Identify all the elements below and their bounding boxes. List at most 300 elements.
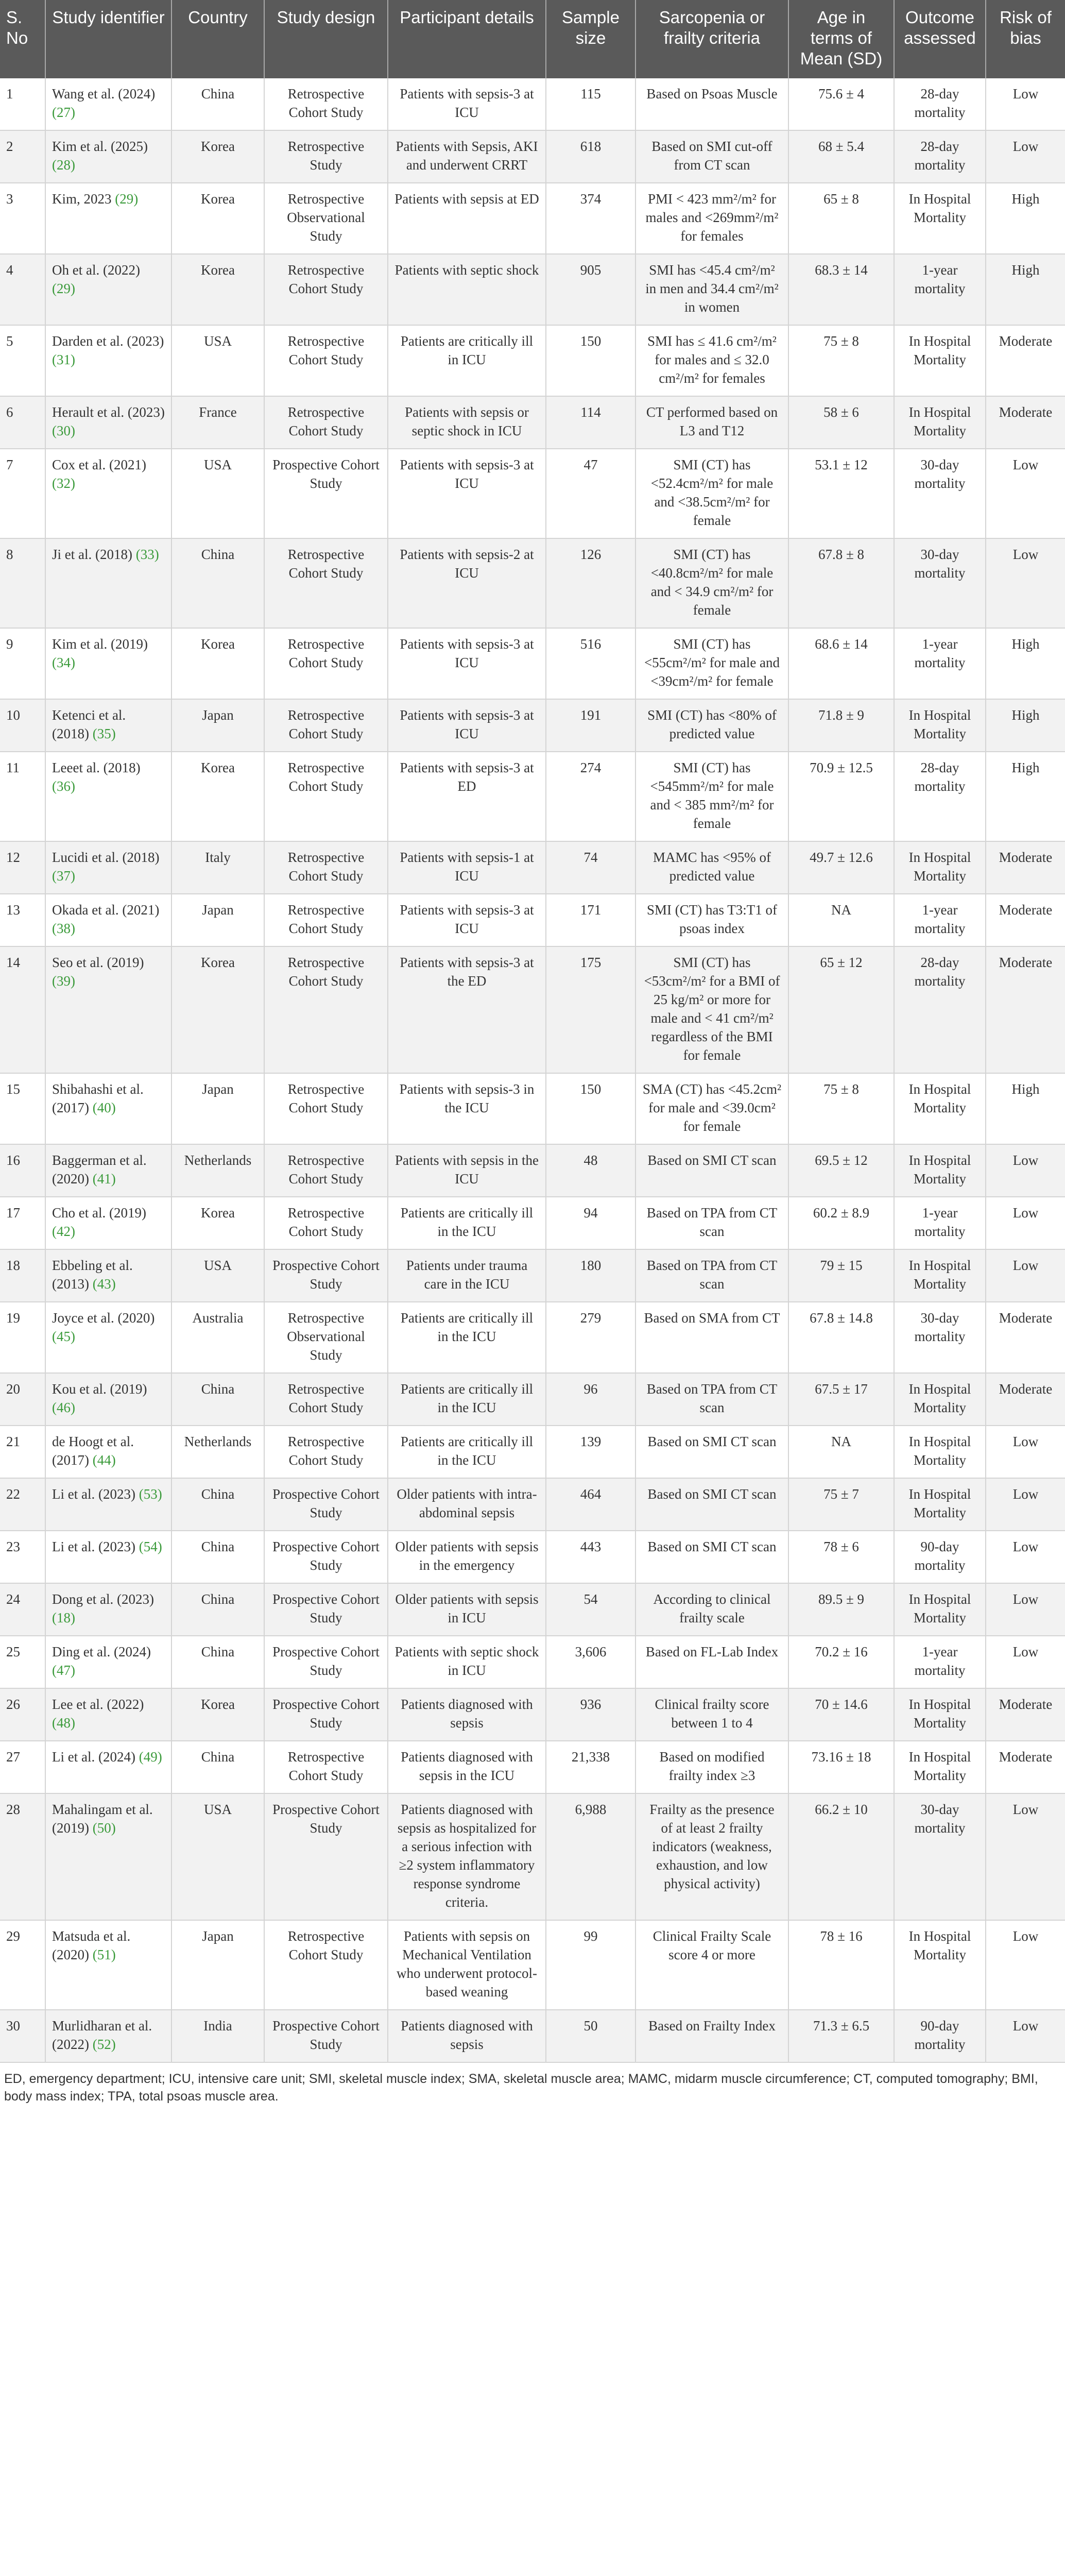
reference-link[interactable]: (29) (115, 191, 139, 207)
cell-study-design: Retrospective Cohort Study (264, 841, 388, 894)
cell-risk-of-bias: Low (986, 130, 1065, 183)
cell-study-identifier (45, 1636, 171, 1688)
study-name: Shibahashi et al. (2017) (52, 1081, 144, 1115)
cell-sample-size: 48 (546, 1144, 635, 1197)
cell-risk-of-bias: Moderate (986, 841, 1065, 894)
table-row (0, 2010, 1065, 2062)
study-name: Oh et al. (2022) (52, 262, 140, 278)
cell-outcome: In Hospital Mortality (894, 1688, 986, 1741)
table-row (0, 1688, 1065, 1741)
reference-link[interactable]: (39) (52, 973, 75, 989)
cell-criteria: Based on TPA from CT scan (635, 1373, 788, 1426)
cell-age: 60.2 ± 8.9 (788, 1197, 894, 1249)
cell-participant-details: Patients with Sepsis, AKI and underwent CRRT (388, 130, 546, 183)
reference-link[interactable]: (30) (52, 423, 75, 438)
table-row (0, 841, 1065, 894)
reference-link[interactable]: (31) (52, 352, 75, 367)
cell-sample-size: 464 (546, 1478, 635, 1531)
cell-criteria: SMI (CT) has <52.4cm²/m² for male and <38.5cm²/m² for female (635, 449, 788, 538)
cell-sample-size: 374 (546, 183, 635, 254)
cell-risk-of-bias: Low (986, 1478, 1065, 1531)
cell-country: China (171, 78, 264, 130)
table-body (0, 78, 1065, 2062)
cell-criteria: SMA (CT) has <45.2cm² for male and <39.0cm² for female (635, 1073, 788, 1144)
cell-country: France (171, 396, 264, 449)
cell-sample-size: 96 (546, 1373, 635, 1426)
cell-study-identifier (45, 946, 171, 1073)
cell-study-design: Retrospective Observational Study (264, 1302, 388, 1373)
cell-study-identifier (45, 538, 171, 628)
cell-sno: 8 (0, 538, 45, 628)
cell-criteria: Based on SMI CT scan (635, 1478, 788, 1531)
cell-criteria: Based on SMI CT scan (635, 1144, 788, 1197)
study-name: Joyce et al. (2020) (52, 1310, 155, 1326)
cell-risk-of-bias: Low (986, 1249, 1065, 1302)
cell-age: 75 ± 8 (788, 1073, 894, 1144)
cell-risk-of-bias: Low (986, 1583, 1065, 1636)
cell-country: Korea (171, 752, 264, 841)
cell-outcome: In Hospital Mortality (894, 1249, 986, 1302)
cell-sno: 3 (0, 183, 45, 254)
cell-study-identifier (45, 1793, 171, 1920)
cell-sno: 18 (0, 1249, 45, 1302)
table-row (0, 1144, 1065, 1197)
table-row (0, 538, 1065, 628)
cell-study-design: Retrospective Cohort Study (264, 1426, 388, 1478)
cell-age: 89.5 ± 9 (788, 1583, 894, 1636)
cell-participant-details: Patients diagnosed with sepsis (388, 1688, 546, 1741)
table-row (0, 946, 1065, 1073)
cell-study-design: Retrospective Cohort Study (264, 752, 388, 841)
cell-study-identifier (45, 1583, 171, 1636)
cell-outcome: 30-day mortality (894, 1302, 986, 1373)
cell-criteria: Based on modified frailty index ≥3 (635, 1741, 788, 1793)
table-row (0, 325, 1065, 396)
cell-risk-of-bias: Low (986, 78, 1065, 130)
cell-risk-of-bias: Low (986, 1636, 1065, 1688)
cell-study-design: Retrospective Cohort Study (264, 538, 388, 628)
study-name: Ji et al. (2018) (52, 547, 136, 562)
study-name: Ding et al. (2024) (52, 1644, 151, 1659)
cell-study-identifier (45, 1073, 171, 1144)
table-row (0, 396, 1065, 449)
cell-age: 68.6 ± 14 (788, 628, 894, 699)
cell-country: Korea (171, 1197, 264, 1249)
cell-participant-details: Patients with sepsis-3 at ICU (388, 894, 546, 946)
cell-study-design: Prospective Cohort Study (264, 1249, 388, 1302)
cell-age: 69.5 ± 12 (788, 1144, 894, 1197)
reference-link[interactable]: (41) (92, 1171, 116, 1187)
cell-participant-details: Patients with sepsis-3 at ICU (388, 699, 546, 752)
cell-study-design: Prospective Cohort Study (264, 1688, 388, 1741)
cell-participant-details: Patients under trauma care in the ICU (388, 1249, 546, 1302)
cell-risk-of-bias: High (986, 752, 1065, 841)
cell-sno: 15 (0, 1073, 45, 1144)
cell-participant-details: Patients with sepsis-3 at ED (388, 752, 546, 841)
cell-criteria: SMI (CT) has <53cm²/m² for a BMI of 25 kg/m² or more for male and < 41 cm²/m² regardless of the BMI for female (635, 946, 788, 1073)
cell-country: India (171, 2010, 264, 2062)
cell-outcome: 30-day mortality (894, 449, 986, 538)
cell-sno: 13 (0, 894, 45, 946)
cell-study-design: Retrospective Cohort Study (264, 1373, 388, 1426)
header-country: Country (171, 0, 264, 78)
study-name: Baggerman et al. (2020) (52, 1153, 147, 1187)
study-name: Herault et al. (2023) (52, 404, 165, 420)
header-sno: S. No (0, 0, 45, 78)
cell-participant-details: Patients diagnosed with sepsis (388, 2010, 546, 2062)
reference-link[interactable]: (51) (92, 1947, 116, 1962)
cell-country: Australia (171, 1302, 264, 1373)
cell-participant-details: Patients with sepsis-1 at ICU (388, 841, 546, 894)
cell-risk-of-bias: Low (986, 538, 1065, 628)
cell-sno: 2 (0, 130, 45, 183)
cell-age: 70 ± 14.6 (788, 1688, 894, 1741)
table-row (0, 1531, 1065, 1583)
cell-country: USA (171, 1249, 264, 1302)
cell-country: Netherlands (171, 1144, 264, 1197)
cell-participant-details: Patients are critically ill in ICU (388, 325, 546, 396)
reference-link[interactable]: (42) (52, 1224, 75, 1239)
cell-study-identifier (45, 1197, 171, 1249)
cell-study-design: Retrospective Observational Study (264, 183, 388, 254)
header-row (0, 0, 1065, 78)
table-row (0, 752, 1065, 841)
cell-sno: 30 (0, 2010, 45, 2062)
cell-study-design: Retrospective Cohort Study (264, 1197, 388, 1249)
cell-study-design: Retrospective Cohort Study (264, 1741, 388, 1793)
cell-age: 68 ± 5.4 (788, 130, 894, 183)
reference-link[interactable]: (27) (52, 105, 75, 120)
table-row (0, 1793, 1065, 1920)
cell-criteria: Based on SMI cut-off from CT scan (635, 130, 788, 183)
cell-criteria: Based on SMA from CT (635, 1302, 788, 1373)
cell-study-identifier (45, 449, 171, 538)
cell-country: Korea (171, 628, 264, 699)
table-row (0, 1920, 1065, 2010)
reference-link[interactable]: (35) (92, 726, 116, 741)
cell-criteria: Clinical Frailty Scale score 4 or more (635, 1920, 788, 2010)
study-name: Ebbeling et al. (2013) (52, 1258, 133, 1292)
study-name: Li et al. (2024) (52, 1749, 139, 1765)
study-name: de Hoogt et al. (2017) (52, 1434, 134, 1468)
cell-country: USA (171, 325, 264, 396)
cell-country: Italy (171, 841, 264, 894)
cell-sample-size: 139 (546, 1426, 635, 1478)
cell-participant-details: Patients with sepsis-3 at ICU (388, 449, 546, 538)
reference-link[interactable]: (45) (52, 1329, 75, 1344)
cell-age: NA (788, 894, 894, 946)
cell-study-design: Retrospective Cohort Study (264, 699, 388, 752)
cell-study-design: Prospective Cohort Study (264, 1478, 388, 1531)
cell-age: 78 ± 16 (788, 1920, 894, 2010)
reference-link[interactable]: (50) (92, 1820, 116, 1836)
cell-outcome: In Hospital Mortality (894, 1741, 986, 1793)
cell-sno: 7 (0, 449, 45, 538)
cell-sample-size: 618 (546, 130, 635, 183)
cell-sno: 27 (0, 1741, 45, 1793)
header-sample-size: Sample size (546, 0, 635, 78)
cell-sno: 23 (0, 1531, 45, 1583)
cell-risk-of-bias: Moderate (986, 946, 1065, 1073)
study-name: Mahalingam et al. (2019) (52, 1802, 153, 1836)
cell-risk-of-bias: Low (986, 449, 1065, 538)
cell-criteria: Based on Frailty Index (635, 2010, 788, 2062)
cell-outcome: In Hospital Mortality (894, 183, 986, 254)
cell-age: 75 ± 8 (788, 325, 894, 396)
cell-participant-details: Patients with sepsis-2 at ICU (388, 538, 546, 628)
table-row (0, 894, 1065, 946)
reference-link[interactable]: (53) (139, 1486, 162, 1502)
cell-outcome: 28-day mortality (894, 946, 986, 1073)
cell-sno: 17 (0, 1197, 45, 1249)
study-name: Dong et al. (2023) (52, 1591, 154, 1607)
reference-link[interactable]: (52) (92, 2037, 116, 2052)
cell-country: Korea (171, 254, 264, 325)
cell-country: USA (171, 449, 264, 538)
cell-age: 79 ± 15 (788, 1249, 894, 1302)
cell-outcome: 90-day mortality (894, 2010, 986, 2062)
table-row (0, 1249, 1065, 1302)
header-study-identifier: Study identifier (45, 0, 171, 78)
cell-study-identifier (45, 2010, 171, 2062)
cell-participant-details: Patients with septic shock in ICU (388, 1636, 546, 1688)
cell-sample-size: 936 (546, 1688, 635, 1741)
cell-sno: 25 (0, 1636, 45, 1688)
cell-study-design: Prospective Cohort Study (264, 1531, 388, 1583)
reference-link[interactable]: (38) (52, 921, 75, 936)
reference-link[interactable]: (47) (52, 1663, 75, 1678)
table-row (0, 1426, 1065, 1478)
reference-link[interactable]: (28) (52, 157, 75, 173)
cell-study-identifier (45, 325, 171, 396)
study-name: Kou et al. (2019) (52, 1381, 147, 1397)
cell-sample-size: 150 (546, 1073, 635, 1144)
cell-country: China (171, 1583, 264, 1636)
cell-criteria: Based on Psoas Muscle (635, 78, 788, 130)
study-name: Kim et al. (2019) (52, 636, 148, 652)
reference-link[interactable]: (48) (52, 1715, 75, 1731)
reference-link[interactable]: (43) (92, 1276, 116, 1292)
cell-criteria: CT performed based on L3 and T12 (635, 396, 788, 449)
cell-participant-details: Patients are critically ill in the ICU (388, 1426, 546, 1478)
reference-link[interactable]: (37) (52, 868, 75, 884)
cell-outcome: In Hospital Mortality (894, 1073, 986, 1144)
cell-country: Japan (171, 699, 264, 752)
cell-country: China (171, 1741, 264, 1793)
cell-outcome: In Hospital Mortality (894, 1144, 986, 1197)
cell-participant-details: Patients with sepsis-3 at ICU (388, 78, 546, 130)
study-name: Wang et al. (2024) (52, 86, 156, 101)
cell-sno: 12 (0, 841, 45, 894)
cell-participant-details: Patients with sepsis-3 at ICU (388, 628, 546, 699)
reference-link[interactable]: (46) (52, 1400, 75, 1415)
cell-sno: 9 (0, 628, 45, 699)
cell-risk-of-bias: Low (986, 1426, 1065, 1478)
cell-risk-of-bias: Moderate (986, 1373, 1065, 1426)
cell-sample-size: 150 (546, 325, 635, 396)
cell-study-design: Prospective Cohort Study (264, 1636, 388, 1688)
reference-link[interactable]: (33) (135, 547, 159, 562)
header-participant-details: Participant details (388, 0, 546, 78)
study-name: Li et al. (2023) (52, 1486, 139, 1502)
cell-outcome: In Hospital Mortality (894, 1920, 986, 2010)
cell-country: China (171, 1636, 264, 1688)
cell-sample-size: 180 (546, 1249, 635, 1302)
cell-age: 67.5 ± 17 (788, 1373, 894, 1426)
cell-sample-size: 114 (546, 396, 635, 449)
table-row (0, 183, 1065, 254)
cell-study-identifier (45, 628, 171, 699)
cell-risk-of-bias: Low (986, 1197, 1065, 1249)
reference-link[interactable]: (40) (92, 1100, 116, 1115)
cell-age: 68.3 ± 14 (788, 254, 894, 325)
cell-age: 67.8 ± 8 (788, 538, 894, 628)
cell-sample-size: 115 (546, 78, 635, 130)
cell-participant-details: Patients with sepsis on Mechanical Ventilation who underwent protocol-based weaning (388, 1920, 546, 2010)
cell-country: China (171, 1373, 264, 1426)
cell-criteria: MAMC has <95% of predicted value (635, 841, 788, 894)
table-row (0, 1073, 1065, 1144)
reference-link[interactable]: (49) (139, 1749, 162, 1765)
cell-study-identifier (45, 1249, 171, 1302)
study-name: Murlidharan et al. (2022) (52, 2018, 152, 2052)
cell-risk-of-bias: High (986, 699, 1065, 752)
cell-participant-details: Patients with septic shock (388, 254, 546, 325)
cell-age: 53.1 ± 12 (788, 449, 894, 538)
cell-outcome: 28-day mortality (894, 752, 986, 841)
cell-study-identifier (45, 130, 171, 183)
cell-sample-size: 47 (546, 449, 635, 538)
cell-sample-size: 54 (546, 1583, 635, 1636)
cell-criteria: Based on SMI CT scan (635, 1426, 788, 1478)
cell-criteria: Based on TPA from CT scan (635, 1249, 788, 1302)
study-name: Kim et al. (2025) (52, 139, 148, 154)
cell-outcome: 90-day mortality (894, 1531, 986, 1583)
cell-outcome: In Hospital Mortality (894, 1373, 986, 1426)
cell-sample-size: 3,606 (546, 1636, 635, 1688)
table-row (0, 1636, 1065, 1688)
cell-study-identifier (45, 1741, 171, 1793)
cell-sno: 10 (0, 699, 45, 752)
cell-age: 71.3 ± 6.5 (788, 2010, 894, 2062)
cell-risk-of-bias: Moderate (986, 1741, 1065, 1793)
cell-outcome: In Hospital Mortality (894, 325, 986, 396)
reference-link[interactable]: (34) (52, 655, 75, 670)
cell-outcome: 28-day mortality (894, 130, 986, 183)
cell-sample-size: 99 (546, 1920, 635, 2010)
cell-sample-size: 905 (546, 254, 635, 325)
cell-sno: 14 (0, 946, 45, 1073)
cell-sample-size: 279 (546, 1302, 635, 1373)
cell-age: 70.2 ± 16 (788, 1636, 894, 1688)
cell-participant-details: Patients with sepsis-3 at the ED (388, 946, 546, 1073)
cell-sno: 24 (0, 1583, 45, 1636)
cell-criteria: SMI (CT) has <80% of predicted value (635, 699, 788, 752)
cell-sno: 4 (0, 254, 45, 325)
table-row (0, 78, 1065, 130)
table-row (0, 1197, 1065, 1249)
reference-link[interactable]: (32) (52, 476, 75, 491)
cell-age: 71.8 ± 9 (788, 699, 894, 752)
cell-criteria: PMI < 423 mm²/m² for males and <269mm²/m² for females (635, 183, 788, 254)
cell-country: USA (171, 1793, 264, 1920)
cell-participant-details: Patients are critically ill in the ICU (388, 1197, 546, 1249)
cell-outcome: 1-year mortality (894, 254, 986, 325)
header-risk-of-bias: Risk of bias (986, 0, 1065, 78)
cell-study-identifier (45, 1920, 171, 2010)
cell-country: Korea (171, 1688, 264, 1741)
cell-country: Korea (171, 946, 264, 1073)
study-name: Lee et al. (2022) (52, 1697, 144, 1712)
cell-risk-of-bias: High (986, 183, 1065, 254)
cell-study-identifier (45, 1426, 171, 1478)
cell-study-identifier (45, 699, 171, 752)
cell-sample-size: 516 (546, 628, 635, 699)
reference-link[interactable]: (44) (92, 1452, 116, 1468)
cell-study-design: Retrospective Cohort Study (264, 78, 388, 130)
cell-study-design: Prospective Cohort Study (264, 1793, 388, 1920)
cell-study-identifier (45, 1373, 171, 1426)
cell-sno: 26 (0, 1688, 45, 1741)
table-row (0, 449, 1065, 538)
cell-sample-size: 94 (546, 1197, 635, 1249)
cell-sno: 16 (0, 1144, 45, 1197)
cell-criteria: Based on FL-Lab Index (635, 1636, 788, 1688)
cell-risk-of-bias: High (986, 254, 1065, 325)
cell-risk-of-bias: Low (986, 1920, 1065, 2010)
cell-outcome: In Hospital Mortality (894, 699, 986, 752)
cell-participant-details: Patients are critically ill in the ICU (388, 1302, 546, 1373)
cell-risk-of-bias: Low (986, 1144, 1065, 1197)
study-name: Matsuda et al. (2020) (52, 1928, 131, 1962)
table-row (0, 628, 1065, 699)
cell-risk-of-bias: Moderate (986, 1688, 1065, 1741)
study-name: Darden et al. (2023) (52, 333, 164, 349)
cell-study-identifier (45, 894, 171, 946)
cell-age: 65 ± 12 (788, 946, 894, 1073)
cell-study-design: Retrospective Cohort Study (264, 1920, 388, 2010)
cell-sample-size: 171 (546, 894, 635, 946)
cell-sample-size: 443 (546, 1531, 635, 1583)
cell-study-identifier (45, 841, 171, 894)
cell-participant-details: Patients are critically ill in the ICU (388, 1373, 546, 1426)
cell-age: 49.7 ± 12.6 (788, 841, 894, 894)
cell-country: Korea (171, 183, 264, 254)
cell-sample-size: 21,338 (546, 1741, 635, 1793)
cell-risk-of-bias: High (986, 628, 1065, 699)
cell-sample-size: 74 (546, 841, 635, 894)
header-criteria: Sarcopenia or frailty criteria (635, 0, 788, 78)
cell-study-design: Retrospective Cohort Study (264, 946, 388, 1073)
reference-link[interactable]: (36) (52, 778, 75, 794)
cell-participant-details: Older patients with intra-abdominal sepsis (388, 1478, 546, 1531)
reference-link[interactable]: (18) (52, 1610, 75, 1625)
study-name: Leeet al. (2018) (52, 760, 141, 775)
cell-country: Korea (171, 130, 264, 183)
study-name: Kim, 2023 (52, 191, 115, 207)
reference-link[interactable]: (54) (139, 1539, 162, 1554)
cell-outcome: 30-day mortality (894, 538, 986, 628)
reference-link[interactable]: (29) (52, 281, 75, 296)
cell-sample-size: 274 (546, 752, 635, 841)
table-row (0, 254, 1065, 325)
cell-sample-size: 50 (546, 2010, 635, 2062)
cell-outcome: In Hospital Mortality (894, 396, 986, 449)
cell-study-identifier (45, 396, 171, 449)
cell-criteria: SMI has <45.4 cm²/m² in men and 34.4 cm²/m² in women (635, 254, 788, 325)
cell-outcome: In Hospital Mortality (894, 1583, 986, 1636)
cell-criteria: SMI (CT) has <55cm²/m² for male and <39cm²/m² for female (635, 628, 788, 699)
